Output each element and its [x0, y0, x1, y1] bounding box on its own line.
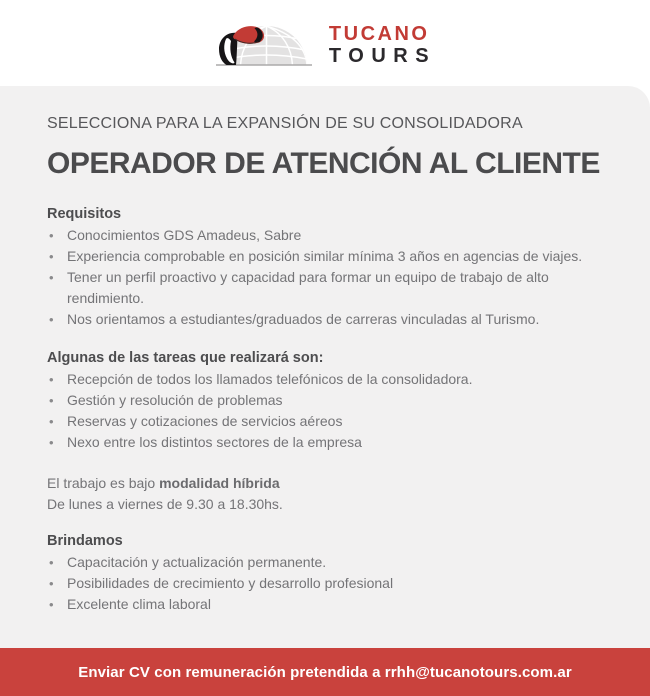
- brindamos-heading: Brindamos: [47, 533, 123, 549]
- list-item: • Excelente clima laboral: [47, 594, 612, 615]
- work-mode-paragraph: [47, 473, 612, 515]
- brand-name-tours: TOURS: [328, 45, 437, 67]
- header: [0, 0, 650, 86]
- bullet-icon: •: [49, 270, 54, 285]
- bullet-icon: •: [49, 555, 54, 570]
- tareas-list: [47, 369, 612, 453]
- toucan-globe-icon: [214, 19, 314, 71]
- job-ad-body: [0, 86, 650, 648]
- cv-email-text: Enviar CV con remuneración pretendida a rrhh@tucanotours.com.ar: [78, 663, 572, 681]
- bullet-icon: •: [49, 576, 54, 591]
- list-item: • Experiencia comprobable en posición similar mínima 3 años en agencias de viajes.: [47, 246, 612, 267]
- list-item: • Nos orientamos a estudiantes/graduados de carreras vinculadas al Turismo.: [47, 309, 612, 330]
- brand-wordmark: [329, 23, 436, 68]
- list-item: • Gestión y resolución de problemas: [47, 390, 612, 411]
- job-subtitle: SELECCIONA PARA LA EXPANSIÓN DE SU CONSOLIDADORA: [47, 115, 523, 132]
- bullet-icon: •: [49, 414, 54, 429]
- list-item: • Reservas y cotizaciones de servicios aéreos: [47, 411, 612, 432]
- bullet-icon: •: [49, 228, 54, 243]
- list-item: • Recepción de todos los llamados telefónicos de la consolidadora.: [47, 369, 612, 390]
- bullet-icon: •: [49, 372, 54, 387]
- requisitos-heading: Requisitos: [47, 206, 122, 222]
- list-item: • Tener un perfil proactivo y capacidad para formar un equipo de trabajo de alto rendimiento.: [47, 267, 612, 309]
- bullet-icon: •: [49, 249, 54, 264]
- list-item: • Nexo entre los distintos sectores de la empresa: [47, 432, 612, 453]
- section-brindamos: [47, 531, 612, 615]
- work-mode-line: El trabajo es bajo modalidad híbrida: [47, 475, 280, 491]
- section-requisitos: [47, 204, 612, 330]
- list-item: • Conocimientos GDS Amadeus, Sabre: [47, 225, 612, 246]
- job-title: OPERADOR DE ATENCIÓN AL CLIENTE: [47, 147, 600, 180]
- list-item: • Posibilidades de crecimiento y desarrollo profesional: [47, 573, 612, 594]
- bullet-icon: •: [49, 312, 54, 327]
- bullet-icon: •: [49, 597, 54, 612]
- requisitos-list: [47, 225, 612, 330]
- schedule-line: De lunes a viernes de 9.30 a 18.30hs.: [47, 496, 283, 512]
- list-item: • Capacitación y actualización permanente.: [47, 552, 612, 573]
- brindamos-list: [47, 552, 612, 615]
- section-tareas: [47, 348, 612, 453]
- tucano-tours-logo: [214, 19, 436, 71]
- tareas-heading: Algunas de las tareas que realizará son:: [47, 350, 324, 366]
- bullet-icon: •: [49, 435, 54, 450]
- bullet-icon: •: [49, 393, 54, 408]
- brand-name-tucano: TUCANO: [328, 22, 430, 45]
- work-mode-bold: modalidad híbrida: [159, 475, 280, 491]
- footer-banner: [0, 648, 650, 696]
